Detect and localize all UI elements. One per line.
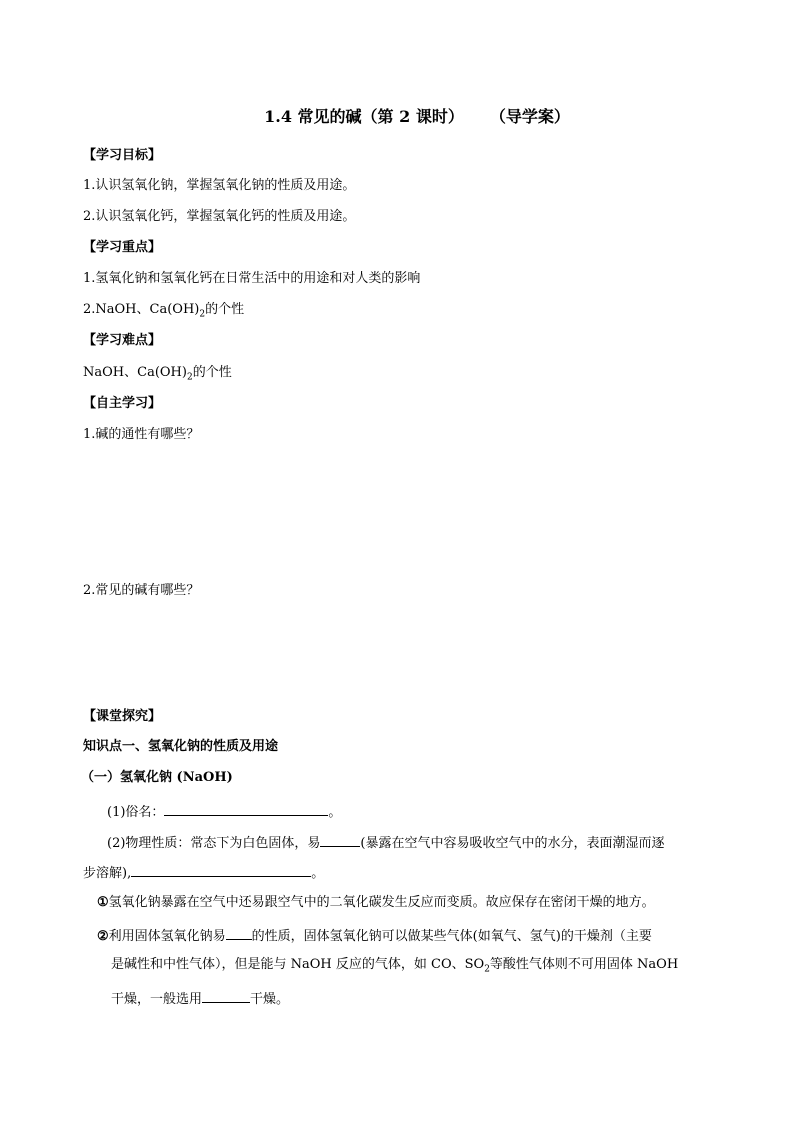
note-2: ②利用固体氢氧化钠易 的性质，固体氢氧化钠可以做某些气体(如氧气、氢气)的干燥剂（主要 <box>97 925 652 946</box>
note-1-number: ① <box>97 895 109 910</box>
page-title <box>0 106 794 128</box>
title-main: 1.4 常见的碱（第 2 课时） <box>264 107 464 126</box>
key-point-item-1: 1.氢氧化钠和氢氧化钙在日常生活中的用途和对人类的影响 <box>83 271 421 286</box>
self-study-question-1: 1.碱的通性有哪些？ <box>83 427 200 442</box>
classroom-heading: 【课堂探究】 <box>83 709 162 724</box>
key-points-heading: 【学习重点】 <box>83 240 162 255</box>
note-2-line-3: 干燥，一般选用 干燥。 <box>111 988 289 1009</box>
alias-blank[interactable] <box>164 801 328 816</box>
title-tag: （导学案） <box>489 107 570 126</box>
difficulty-item: NaOH、$Ca(OH)_2$的个性 <box>83 365 232 383</box>
note-2-blank-1[interactable] <box>226 925 252 940</box>
knowledge-point-1: 知识点一、氢氧化钠的性质及用途 <box>83 739 279 754</box>
physical-property-line: (2)物理性质：常态下为白色固体，易 (暴露在空气中容易吸收空气中的水分，表面潮湿而逐 <box>107 832 665 853</box>
objective-item-2: 2.认识氢氧化钙，掌握氢氧化钙的性质及用途。 <box>83 209 356 224</box>
difficulties-heading: 【学习难点】 <box>83 333 162 348</box>
alias-line: (1)俗名： 。 <box>107 801 341 822</box>
note-2-number: ② <box>97 929 109 944</box>
self-study-question-2: 2.常见的碱有哪些？ <box>83 583 200 598</box>
subsection-naoh: （一）氢氧化钠 (NaOH) <box>81 770 233 785</box>
objectives-heading: 【学习目标】 <box>83 148 162 163</box>
objective-item-1: 1.认识氢氧化钠，掌握氢氧化钠的性质及用途。 <box>83 178 356 193</box>
physical-blank-1[interactable] <box>320 832 360 847</box>
note-2-blank-2[interactable] <box>202 988 250 1003</box>
key-point-item-2: 2.NaOH、$Ca(OH)_2$的个性 <box>83 302 245 320</box>
physical-blank-2[interactable] <box>131 862 311 877</box>
note-1: ①氢氧化钠暴露在空气中还易跟空气中的二氧化碳发生反应而变质。故应保存在密闭干燥的地方。 <box>97 895 655 910</box>
physical-property-continued: 步溶解), 。 <box>83 862 324 883</box>
self-study-heading: 【自主学习】 <box>83 396 162 411</box>
note-2-line-2: 是碱性和中性气体），但是能与 NaOH 反应的气体，如 CO、$SO_2$等酸性气体则不可用固体 NaOH <box>111 957 679 975</box>
